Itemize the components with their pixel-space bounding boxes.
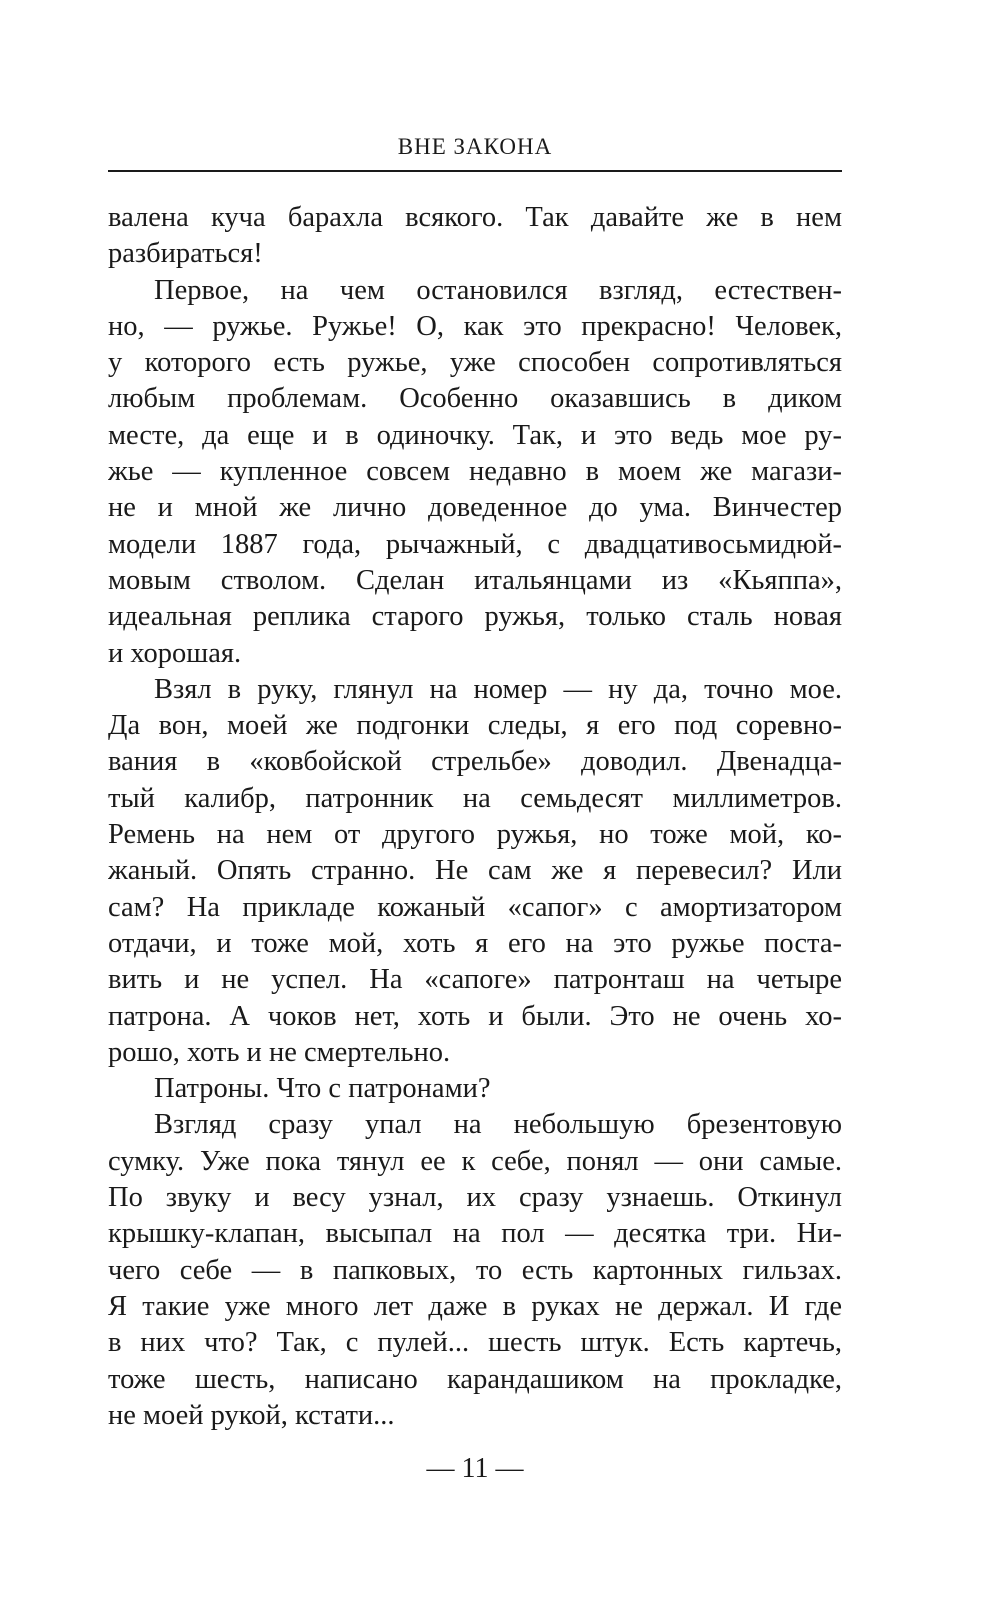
text-line: мовым стволом. Сделан итальянцами из «Кьяппа», — [108, 564, 842, 596]
text-line: рошо, хоть и не смертельно. — [108, 1036, 451, 1068]
page-number: — 11 — — [426, 1453, 524, 1484]
text-line: и хорошая. — [108, 637, 242, 669]
text-line: вания в «ковбойской стрельбе» доводил. Двенадца- — [108, 746, 842, 778]
running-head: ВНЕ ЗАКОНА — [397, 134, 553, 159]
text-line: отдачи, и тоже мой, хоть я его на это ружье поста- — [108, 927, 842, 959]
text-line: тый калибр, патронник на семьдесят миллиметров. — [108, 782, 842, 814]
text-line: жаный. Опять странно. Не сам же я перевесил? Или — [108, 855, 842, 887]
text-line: сам? На прикладе кожаный «сапог» с амортизатором — [108, 891, 842, 923]
text-line: любым проблемам. Особенно оказавшись в диком — [108, 383, 842, 415]
text-line: у которого есть ружье, уже способен сопротивляться — [108, 347, 842, 379]
text-line: Я такие уже много лет даже в руках не держал. И где — [108, 1290, 842, 1322]
text-line: Да вон, моей же подгонки следы, я его под соревно- — [108, 710, 842, 742]
text-line: идеальная реплика старого ружья, только сталь новая — [108, 601, 842, 633]
text-line: тоже шесть, написано карандашиком на прокладке, — [108, 1363, 842, 1395]
text-line: Ремень на нем от другого ружья, но тоже мой, ко- — [108, 819, 842, 851]
text-line: Первое, на чем остановился взгляд, естествен- — [154, 274, 842, 306]
text-line: валена куча барахла всякого. Так давайте же в нем — [108, 202, 842, 233]
text-line: крышку-клапан, высыпал на пол — десятка три. Ни- — [108, 1218, 842, 1250]
text-line: Взгляд сразу упал на небольшую брезентовую — [154, 1109, 842, 1141]
text-line: чего себе — в папковых, то есть картонных гильзах. — [108, 1254, 842, 1286]
text-line: жье — купленное совсем недавно в моем же магази- — [108, 456, 842, 488]
text-line: разбираться! — [108, 238, 263, 270]
text-line: вить и не успел. На «сапоге» патронташ на четыре — [108, 964, 842, 996]
text-line: сумку. Уже пока тянул ее к себе, понял — они самые. — [108, 1145, 842, 1177]
text-line: не и мной же лично доведенное до ума. Винчестер — [108, 492, 842, 524]
header-rule — [108, 170, 842, 172]
text-line: Взял в руку, глянул на номер — ну да, точно мое. — [154, 673, 842, 705]
text-line: модели 1887 года, рычажный, с двадцативосьмидюй- — [108, 528, 842, 560]
text-line: патрона. А чоков нет, хоть и были. Это не очень хо- — [108, 1000, 842, 1032]
text-line: не моей рукой, кстати... — [108, 1399, 395, 1431]
text-line: месте, да еще и в одиночку. Так, и это ведь мое ру- — [108, 419, 842, 451]
text-line: в них что? Так, с пулей... шесть штук. Есть картечь, — [108, 1327, 842, 1359]
text-line: Патроны. Что с патронами? — [154, 1073, 491, 1105]
body-text — [108, 200, 842, 1434]
text-line: По звуку и весу узнал, их сразу узнаешь. Откинул — [108, 1182, 842, 1214]
text-line: но, — ружье. Ружье! О, как это прекрасно! Человек, — [108, 310, 842, 342]
